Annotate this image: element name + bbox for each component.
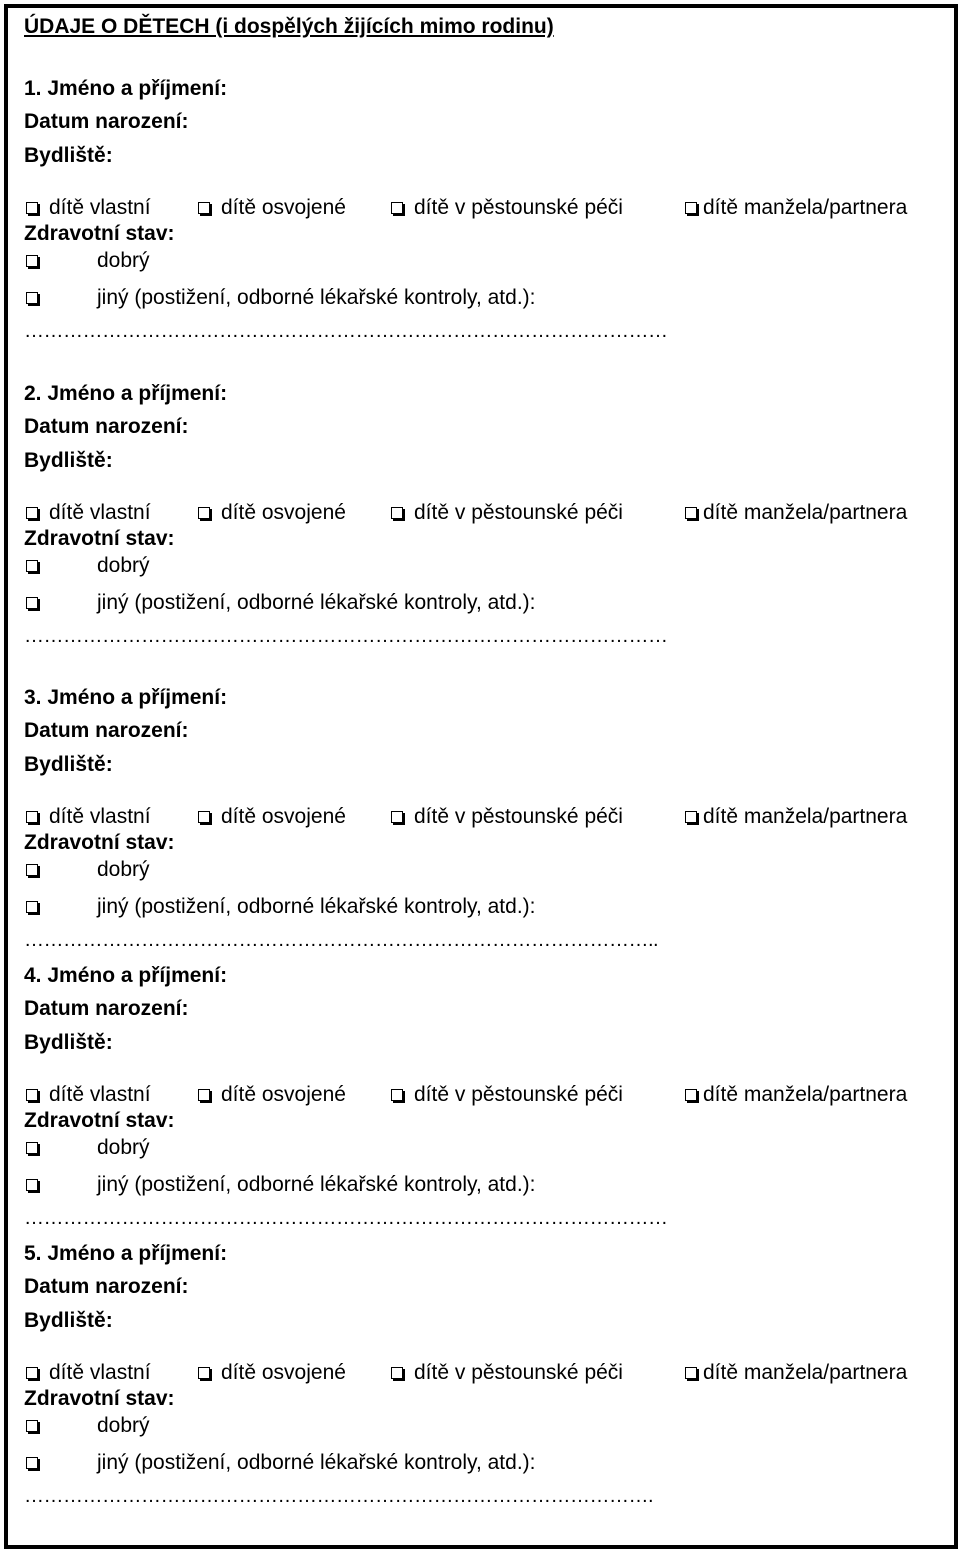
health-other-checkbox[interactable]: [26, 597, 38, 609]
relation-checkbox[interactable]: [198, 202, 210, 214]
relation-checkbox[interactable]: [391, 1089, 403, 1101]
entry-name-row: [24, 77, 227, 101]
relation-checkbox[interactable]: [26, 1089, 38, 1101]
entry-number: 3.: [24, 686, 42, 709]
relation-checkbox[interactable]: [198, 507, 210, 519]
entry-name-row: [24, 964, 227, 988]
health-good-label: dobrý: [97, 249, 150, 272]
relation-option-label: dítě vlastní: [49, 1361, 151, 1384]
relation-option-label: dítě osvojené: [221, 196, 346, 219]
relation-checkbox[interactable]: [198, 1367, 210, 1379]
residence-label: Bydliště:: [24, 449, 113, 472]
health-label: Zdravotní stav:: [24, 1109, 175, 1132]
relation-checkbox[interactable]: [391, 1367, 403, 1379]
health-label: Zdravotní stav:: [24, 1387, 175, 1410]
fill-in-line[interactable]: ……………………………………………………………………………………..: [24, 929, 659, 951]
relation-checkbox[interactable]: [198, 1089, 210, 1101]
health-good-checkbox[interactable]: [26, 1142, 38, 1154]
relation-option-label: dítě v pěstounské péči: [414, 805, 623, 828]
health-other-label: jiný (postižení, odborné lékařské kontroly, atd.):: [97, 591, 536, 614]
health-other-label: jiný (postižení, odborné lékařské kontroly, atd.):: [97, 286, 536, 309]
relation-option-label: dítě osvojené: [221, 805, 346, 828]
health-good-checkbox[interactable]: [26, 864, 38, 876]
relation-option-label: dítě vlastní: [49, 1083, 151, 1106]
relation-option-label: dítě vlastní: [49, 501, 151, 524]
health-other-checkbox[interactable]: [26, 1457, 38, 1469]
relation-checkbox[interactable]: [685, 202, 697, 214]
relation-checkbox[interactable]: [391, 811, 403, 823]
residence-label: Bydliště:: [24, 753, 113, 776]
health-label: Zdravotní stav:: [24, 527, 175, 550]
relation-checkbox[interactable]: [685, 811, 697, 823]
relation-option-label: dítě v pěstounské péči: [414, 196, 623, 219]
health-good-label: dobrý: [97, 1414, 150, 1437]
relation-option-label: dítě manžela/partnera: [703, 501, 908, 524]
name-label: Jméno a příjmení:: [47, 1242, 228, 1265]
relation-option-label: dítě v pěstounské péči: [414, 1083, 623, 1106]
relation-option-label: dítě osvojené: [221, 1083, 346, 1106]
relation-checkbox[interactable]: [391, 507, 403, 519]
relation-checkbox[interactable]: [391, 202, 403, 214]
relation-checkbox[interactable]: [26, 1367, 38, 1379]
residence-label: Bydliště:: [24, 144, 113, 167]
entry-name-row: [24, 686, 227, 710]
relation-checkbox[interactable]: [685, 1089, 697, 1101]
relation-option-label: dítě manžela/partnera: [703, 196, 908, 219]
name-label: Jméno a příjmení:: [47, 77, 228, 100]
name-label: Jméno a příjmení:: [47, 382, 228, 405]
health-label: Zdravotní stav:: [24, 831, 175, 854]
residence-label: Bydliště:: [24, 1031, 113, 1054]
entry-number: 2.: [24, 382, 42, 405]
health-other-label: jiný (postižení, odborné lékařské kontroly, atd.):: [97, 895, 536, 918]
relation-option-label: dítě manžela/partnera: [703, 1083, 908, 1106]
health-good-checkbox[interactable]: [26, 255, 38, 267]
relation-option-label: dítě manžela/partnera: [703, 805, 908, 828]
relation-option-label: dítě manžela/partnera: [703, 1361, 908, 1384]
birth-date-label: Datum narození:: [24, 997, 189, 1020]
fill-in-line[interactable]: ………………………………………………………………………………………: [24, 320, 668, 342]
relation-option-label: dítě osvojené: [221, 501, 346, 524]
health-good-checkbox[interactable]: [26, 1420, 38, 1432]
relation-option-label: dítě osvojené: [221, 1361, 346, 1384]
relation-checkbox[interactable]: [26, 507, 38, 519]
relation-checkbox[interactable]: [198, 811, 210, 823]
entry-name-row: [24, 382, 227, 406]
health-good-label: dobrý: [97, 858, 150, 881]
relation-option-label: dítě vlastní: [49, 805, 151, 828]
relation-option-label: dítě v pěstounské péči: [414, 501, 623, 524]
residence-label: Bydliště:: [24, 1309, 113, 1332]
entry-number: 4.: [24, 964, 42, 987]
health-other-label: jiný (postižení, odborné lékařské kontroly, atd.):: [97, 1451, 536, 1474]
health-other-checkbox[interactable]: [26, 901, 38, 913]
relation-checkbox[interactable]: [685, 1367, 697, 1379]
health-good-label: dobrý: [97, 1136, 150, 1159]
birth-date-label: Datum narození:: [24, 415, 189, 438]
birth-date-label: Datum narození:: [24, 110, 189, 133]
relation-checkbox[interactable]: [26, 811, 38, 823]
entry-name-row: [24, 1242, 227, 1266]
entry-number: 1.: [24, 77, 42, 100]
health-label: Zdravotní stav:: [24, 222, 175, 245]
health-good-checkbox[interactable]: [26, 560, 38, 572]
relation-checkbox[interactable]: [26, 202, 38, 214]
fill-in-line[interactable]: ………………………………………………………………………………………: [24, 625, 668, 647]
page-title: ÚDAJE O DĚTECH (i dospělých žijících mimo rodinu): [24, 15, 554, 38]
relation-checkbox[interactable]: [685, 507, 697, 519]
fill-in-line[interactable]: ………………………………………………………………………………………: [24, 1207, 668, 1229]
health-other-checkbox[interactable]: [26, 1179, 38, 1191]
health-other-label: jiný (postižení, odborné lékařské kontroly, atd.):: [97, 1173, 536, 1196]
fill-in-line[interactable]: …………………………………………………………………………………….: [24, 1485, 654, 1507]
health-other-checkbox[interactable]: [26, 292, 38, 304]
entry-number: 5.: [24, 1242, 42, 1265]
birth-date-label: Datum narození:: [24, 719, 189, 742]
relation-option-label: dítě v pěstounské péči: [414, 1361, 623, 1384]
health-good-label: dobrý: [97, 554, 150, 577]
relation-option-label: dítě vlastní: [49, 196, 151, 219]
name-label: Jméno a příjmení:: [47, 686, 228, 709]
birth-date-label: Datum narození:: [24, 1275, 189, 1298]
name-label: Jméno a příjmení:: [47, 964, 228, 987]
